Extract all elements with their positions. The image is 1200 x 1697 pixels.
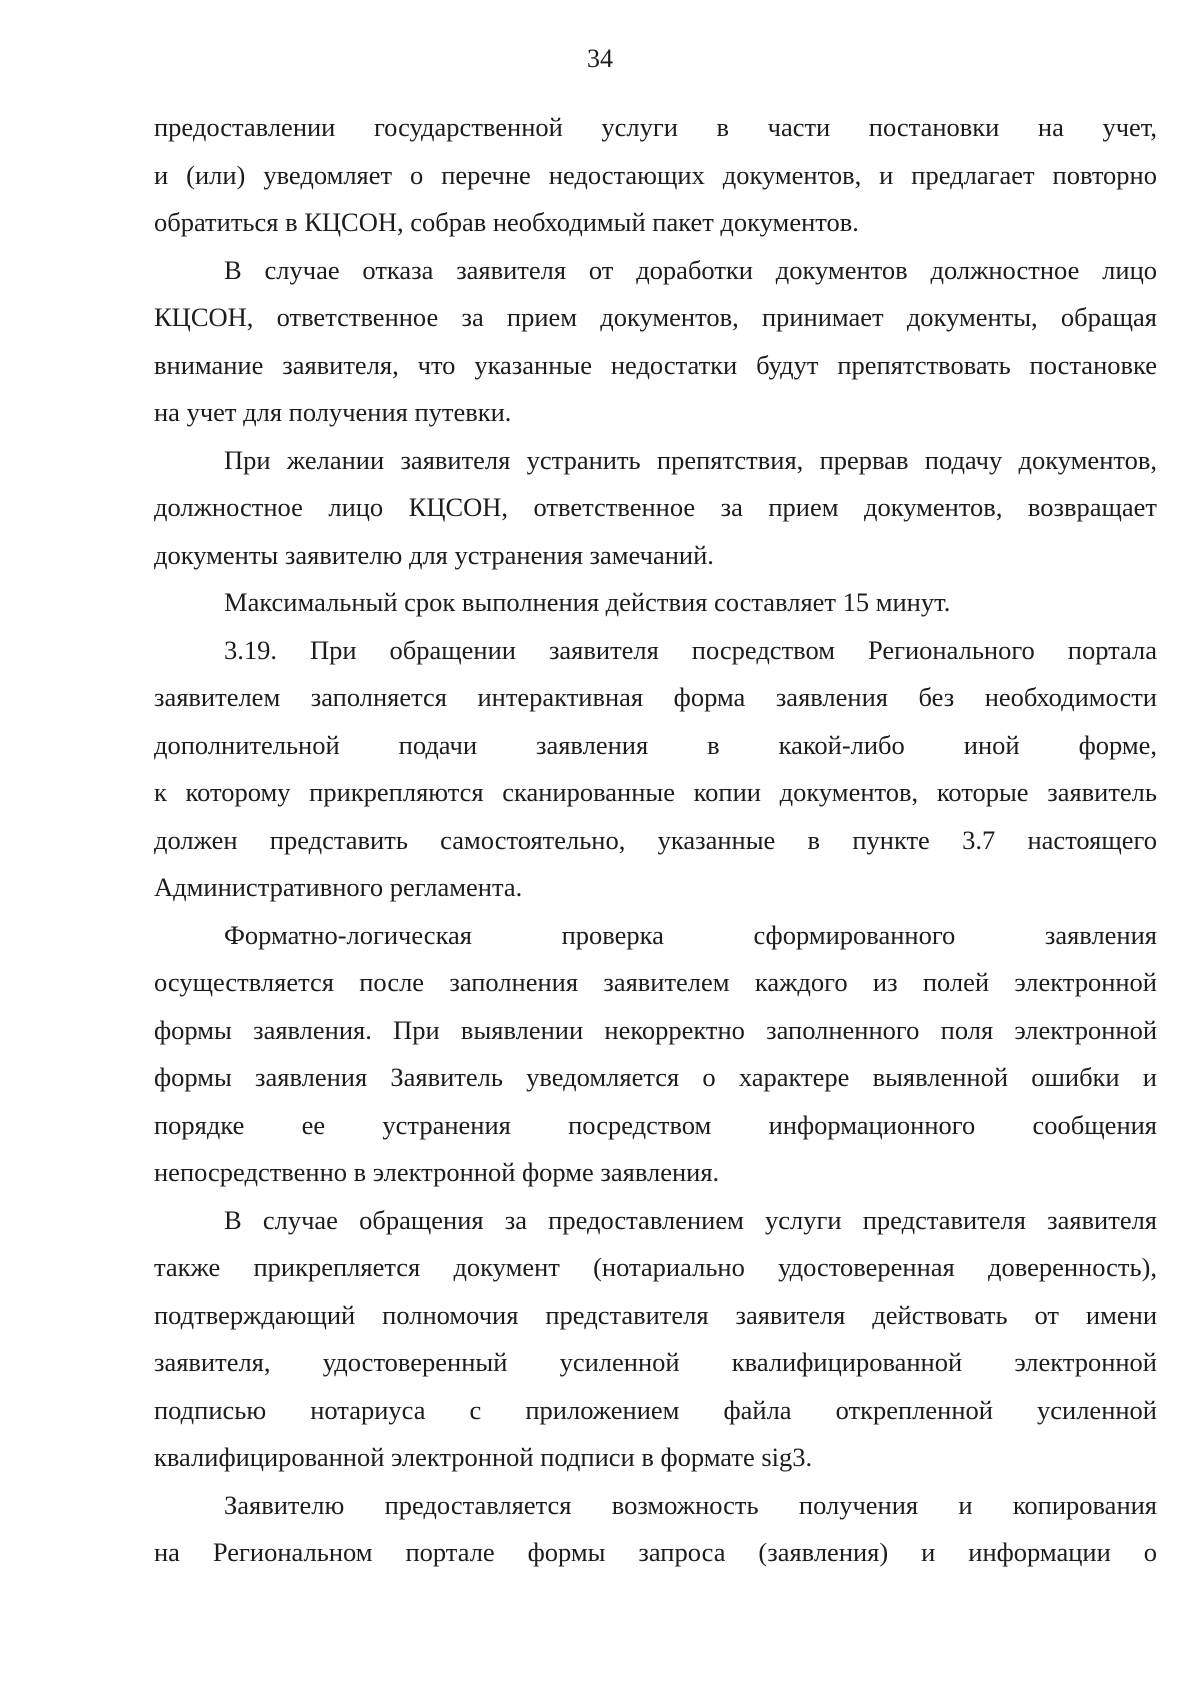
text-line: Административного регламента.: [154, 872, 523, 902]
text-line: 3.19. При обращении заявителя посредством Регионального портала: [224, 634, 1157, 665]
text-line: внимание заявителя, что указанные недостатки будут препятствовать постановке: [154, 349, 1157, 380]
paragraph: [154, 912, 1157, 1197]
text-line: дополнительной подачи заявления в какой-либо иной форме,: [154, 729, 1157, 760]
text-line: осуществляется после заполнения заявителем каждого из полей электронной: [154, 967, 1157, 997]
paragraph: [154, 1482, 1157, 1577]
text-line: непосредственно в электронной форме заявления.: [154, 1157, 720, 1187]
page-number: 34: [587, 44, 613, 73]
text-line: При желании заявителя устранить препятствия, прервав подачу документов,: [224, 444, 1157, 475]
text-line: на Региональном портале формы запроса (заявления) и информации о: [154, 1537, 1157, 1567]
text-line: квалифицированной электронной подписи в формате sig3.: [154, 1442, 813, 1472]
text-line: В случае обращения за предоставлением услуги представителя заявителя: [224, 1204, 1157, 1235]
paragraph: [154, 579, 1157, 627]
text-line: должен представить самостоятельно, указанные в пункте 3.7 настоящего: [154, 824, 1157, 855]
text-line: формы заявления Заявитель уведомляется о характере выявленной ошибки и: [154, 1062, 1157, 1092]
text-line: предоставлении государственной услуги в части постановки на учет,: [154, 112, 1157, 142]
text-line: подтверждающий полномочия представителя заявителя действовать от имени: [154, 1299, 1157, 1330]
text-line: Максимальный срок выполнения действия составляет 15 минут.: [224, 587, 951, 617]
text-line: заявителя, удостоверенный усиленной квалифицированной электронной: [154, 1347, 1157, 1377]
document-body: [154, 104, 1157, 1577]
paragraph: [154, 104, 1157, 247]
text-line: обратиться в КЦСОН, собрав необходимый пакет документов.: [154, 207, 859, 237]
text-line: порядке ее устранения посредством информационного сообщения: [154, 1109, 1157, 1140]
text-line: документы заявителю для устранения замечаний.: [154, 539, 714, 570]
text-line: КЦСОН, ответственное за прием документов, принимает документы, обращая: [154, 302, 1157, 332]
text-line: на учет для получения путевки.: [154, 397, 512, 427]
text-line: Заявителю предоставляется возможность получения и копирования: [224, 1489, 1157, 1520]
text-line: Форматно-логическая проверка сформированного заявления: [224, 919, 1157, 950]
text-line: к которому прикрепляются сканированные копии документов, которые заявитель: [154, 777, 1157, 807]
paragraph: [154, 1197, 1157, 1482]
text-line: должностное лицо КЦСОН, ответственное за прием документов, возвращает: [154, 492, 1157, 522]
paragraph: [154, 627, 1157, 912]
paragraph: [154, 247, 1157, 437]
text-line: формы заявления. При выявлении некорректно заполненного поля электронной: [154, 1014, 1157, 1045]
paragraph: [154, 437, 1157, 580]
text-line: В случае отказа заявителя от доработки документов должностное лицо: [224, 254, 1157, 285]
text-line: подписью нотариуса с приложением файла открепленной усиленной: [154, 1394, 1157, 1425]
text-line: также прикрепляется документ (нотариально удостоверенная доверенность),: [154, 1252, 1157, 1282]
text-line: заявителем заполняется интерактивная форма заявления без необходимости: [154, 682, 1157, 712]
text-line: и (или) уведомляет о перечне недостающих документов, и предлагает повторно: [154, 159, 1157, 190]
